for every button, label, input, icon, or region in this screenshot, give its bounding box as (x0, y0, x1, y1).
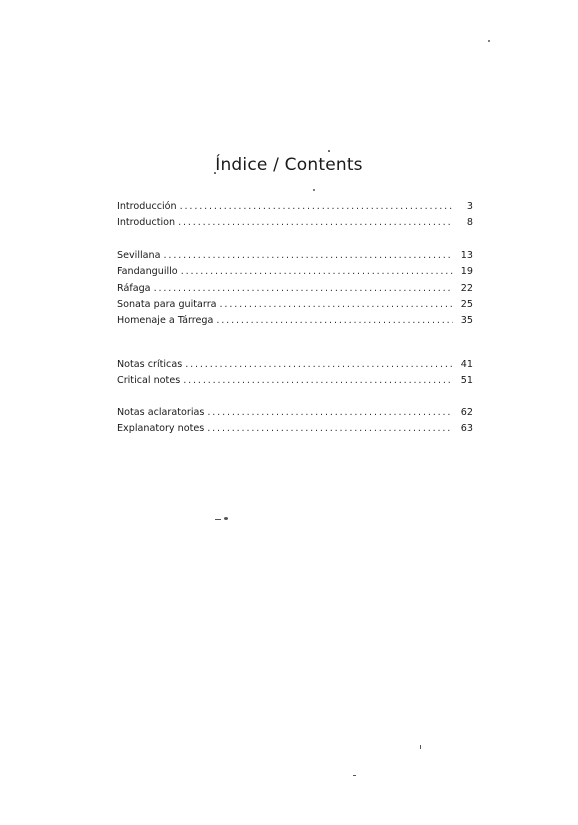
toc-entry-label: Introducción (117, 201, 177, 212)
scan-speck (224, 517, 228, 520)
spacer (117, 330, 473, 357)
toc-entry-page: 19 (460, 266, 473, 278)
dot-leader (207, 405, 453, 421)
toc-entry (117, 215, 473, 231)
dot-leader (216, 313, 453, 329)
dot-leader (181, 264, 453, 280)
scan-speck (488, 40, 490, 42)
toc-entry-page: 51 (460, 375, 473, 387)
dot-leader (154, 281, 453, 297)
toc-entry (117, 421, 473, 437)
dot-leader (220, 297, 453, 313)
toc-entry (117, 264, 473, 280)
scan-speck (353, 775, 356, 776)
toc-entry (117, 297, 473, 313)
scan-speck (420, 745, 421, 749)
toc-entry (117, 313, 473, 329)
toc-entry-page: 35 (460, 315, 473, 327)
spacer (117, 390, 473, 405)
toc-entry-page: 62 (460, 406, 473, 418)
toc-entry-label: Explanatory notes (117, 422, 205, 434)
toc-entry-page: 63 (460, 422, 473, 434)
toc-entry-label: Ráfaga (117, 282, 151, 294)
toc-entry-label: Fandanguillo (117, 266, 178, 278)
dot-leader (185, 357, 453, 373)
toc-entry-label: Sonata para guitarra (117, 298, 217, 310)
toc-entry-label: Notas aclaratorias (117, 406, 205, 418)
toc-entry-page: 13 (460, 249, 473, 261)
toc-entry (117, 405, 473, 421)
toc-entry-page: 22 (460, 282, 473, 294)
toc-entry (117, 373, 473, 389)
toc-group-critical-notes (117, 357, 473, 390)
toc-entry (117, 199, 473, 215)
scan-speck (214, 172, 216, 174)
spacer (117, 232, 473, 248)
toc-entry-label: Notas críticas (117, 358, 183, 370)
dot-leader (164, 248, 453, 264)
toc-entry-label: Critical notes (117, 375, 181, 387)
toc-entry-page: 25 (460, 298, 473, 310)
toc-entry-page: 3 (466, 201, 473, 212)
toc-entry (117, 357, 473, 373)
scan-speck (313, 189, 315, 191)
scan-speck (328, 150, 330, 152)
toc-entry-page: 8 (466, 217, 473, 229)
page-title: Índice / Contents (215, 155, 363, 175)
toc-entry-label: Homenaje a Tárrega (117, 315, 214, 327)
toc-group-introductions (117, 199, 473, 232)
toc-entry (117, 248, 473, 264)
toc-entry (117, 281, 473, 297)
toc-entry-label: Introduction (117, 217, 176, 229)
table-of-contents (117, 199, 473, 437)
scan-speck (215, 519, 221, 520)
toc-entry-page: 41 (460, 358, 473, 370)
toc-group-works (117, 248, 473, 330)
dot-leader (183, 373, 453, 389)
dot-leader (180, 199, 453, 215)
dot-leader (207, 421, 453, 437)
dot-leader (178, 215, 453, 231)
toc-group-explanatory-notes (117, 405, 473, 438)
toc-entry-label: Sevillana (117, 249, 161, 261)
